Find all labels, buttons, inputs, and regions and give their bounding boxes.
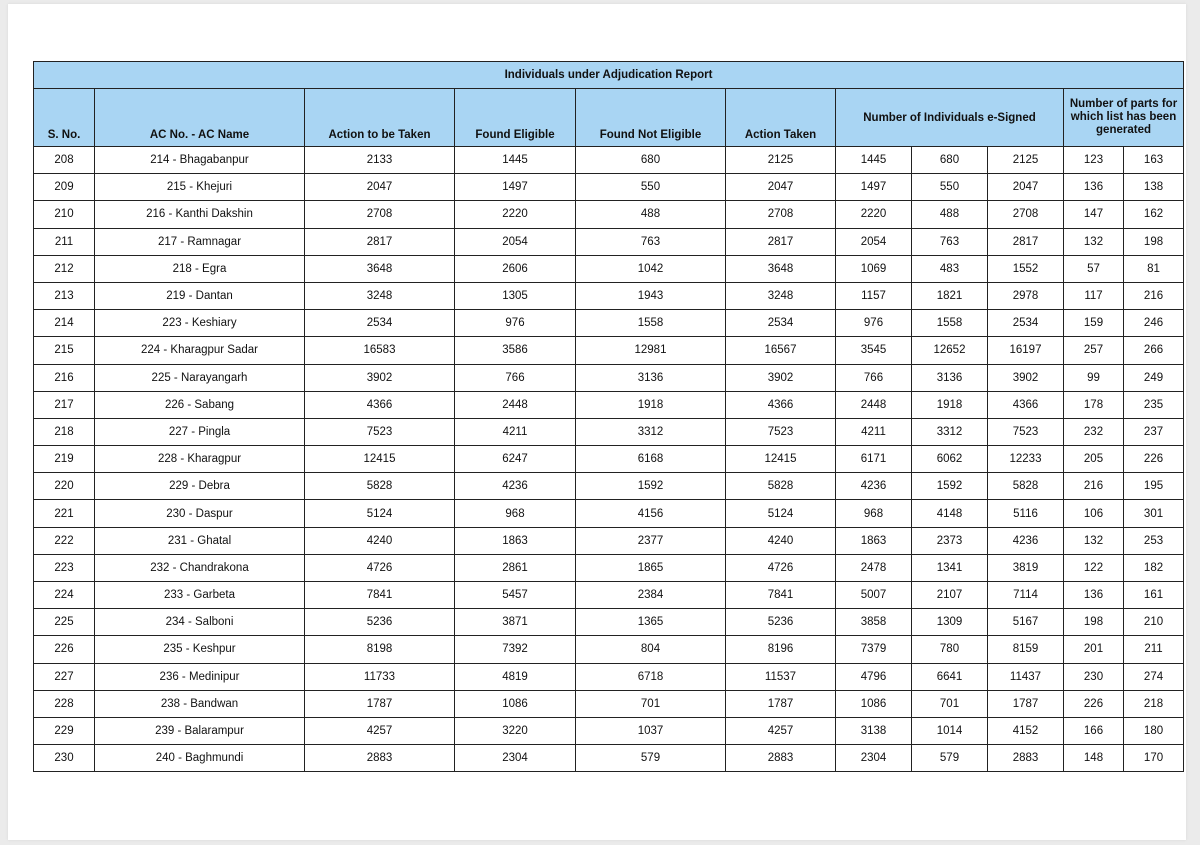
header-found-eligible: Found Eligible [455, 89, 576, 147]
action-to-be-taken-cell: 2047 [305, 174, 455, 201]
found-not-eligible-cell: 488 [576, 201, 726, 228]
found-not-eligible-cell: 804 [576, 636, 726, 663]
action-to-be-taken-cell: 2133 [305, 147, 455, 174]
ac-name-cell: 214 - Bhagabanpur [95, 147, 305, 174]
parts-count-b-cell: 274 [1124, 663, 1184, 690]
esigned-total-cell: 7114 [988, 582, 1064, 609]
parts-count-a-cell: 106 [1064, 500, 1124, 527]
table-row [34, 228, 1184, 255]
sno-cell: 209 [34, 174, 95, 201]
action-to-be-taken-cell: 2708 [305, 201, 455, 228]
parts-count-a-cell: 230 [1064, 663, 1124, 690]
parts-count-a-cell: 147 [1064, 201, 1124, 228]
found-eligible-cell: 3220 [455, 717, 576, 744]
ac-name-cell: 236 - Medinipur [95, 663, 305, 690]
table-row [34, 337, 1184, 364]
sno-cell: 222 [34, 527, 95, 554]
parts-count-b-cell: 138 [1124, 174, 1184, 201]
action-to-be-taken-cell: 2534 [305, 310, 455, 337]
parts-count-b-cell: 249 [1124, 364, 1184, 391]
parts-count-b-cell: 253 [1124, 527, 1184, 554]
table-row [34, 255, 1184, 282]
sno-cell: 225 [34, 609, 95, 636]
esigned-total-cell: 2047 [988, 174, 1064, 201]
action-taken-cell: 3902 [726, 364, 836, 391]
parts-count-a-cell: 117 [1064, 282, 1124, 309]
header-sno: S. No. [34, 89, 95, 147]
document-page [8, 4, 1186, 840]
found-eligible-cell: 3871 [455, 609, 576, 636]
action-to-be-taken-cell: 2883 [305, 745, 455, 772]
action-to-be-taken-cell: 7841 [305, 582, 455, 609]
action-taken-cell: 4257 [726, 717, 836, 744]
esigned-not-eligible-cell: 579 [912, 745, 988, 772]
sno-cell: 226 [34, 636, 95, 663]
parts-count-b-cell: 81 [1124, 255, 1184, 282]
parts-count-a-cell: 148 [1064, 745, 1124, 772]
esigned-total-cell: 2708 [988, 201, 1064, 228]
sno-cell: 219 [34, 446, 95, 473]
parts-count-a-cell: 198 [1064, 609, 1124, 636]
action-to-be-taken-cell: 4257 [305, 717, 455, 744]
esigned-total-cell: 2978 [988, 282, 1064, 309]
esigned-not-eligible-cell: 3136 [912, 364, 988, 391]
parts-count-b-cell: 218 [1124, 690, 1184, 717]
found-not-eligible-cell: 1943 [576, 282, 726, 309]
found-not-eligible-cell: 3312 [576, 418, 726, 445]
found-eligible-cell: 4819 [455, 663, 576, 690]
parts-count-b-cell: 210 [1124, 609, 1184, 636]
esigned-eligible-cell: 7379 [836, 636, 912, 663]
esigned-eligible-cell: 5007 [836, 582, 912, 609]
esigned-eligible-cell: 4796 [836, 663, 912, 690]
esigned-not-eligible-cell: 4148 [912, 500, 988, 527]
parts-count-b-cell: 301 [1124, 500, 1184, 527]
table-row [34, 554, 1184, 581]
found-eligible-cell: 766 [455, 364, 576, 391]
action-taken-cell: 2534 [726, 310, 836, 337]
esigned-eligible-cell: 2478 [836, 554, 912, 581]
esigned-eligible-cell: 3858 [836, 609, 912, 636]
found-eligible-cell: 6247 [455, 446, 576, 473]
header-action-to-be-taken: Action to be Taken [305, 89, 455, 147]
action-taken-cell: 1787 [726, 690, 836, 717]
parts-count-b-cell: 198 [1124, 228, 1184, 255]
esigned-not-eligible-cell: 1918 [912, 391, 988, 418]
parts-count-a-cell: 257 [1064, 337, 1124, 364]
esigned-total-cell: 5828 [988, 473, 1064, 500]
esigned-total-cell: 2883 [988, 745, 1064, 772]
esigned-eligible-cell: 976 [836, 310, 912, 337]
esigned-total-cell: 2125 [988, 147, 1064, 174]
sno-cell: 210 [34, 201, 95, 228]
esigned-not-eligible-cell: 2373 [912, 527, 988, 554]
header-parts-generated: Number of parts for which list has been generated [1064, 89, 1184, 147]
action-to-be-taken-cell: 5236 [305, 609, 455, 636]
header-ac-name: AC No. - AC Name [95, 89, 305, 147]
found-not-eligible-cell: 1365 [576, 609, 726, 636]
found-not-eligible-cell: 1592 [576, 473, 726, 500]
ac-name-cell: 216 - Kanthi Dakshin [95, 201, 305, 228]
header-action-taken: Action Taken [726, 89, 836, 147]
esigned-total-cell: 2817 [988, 228, 1064, 255]
ac-name-cell: 229 - Debra [95, 473, 305, 500]
action-to-be-taken-cell: 8198 [305, 636, 455, 663]
esigned-eligible-cell: 766 [836, 364, 912, 391]
parts-count-a-cell: 166 [1064, 717, 1124, 744]
action-taken-cell: 2883 [726, 745, 836, 772]
sno-cell: 220 [34, 473, 95, 500]
esigned-total-cell: 11437 [988, 663, 1064, 690]
esigned-total-cell: 4236 [988, 527, 1064, 554]
parts-count-b-cell: 235 [1124, 391, 1184, 418]
sno-cell: 224 [34, 582, 95, 609]
found-eligible-cell: 7392 [455, 636, 576, 663]
parts-count-a-cell: 122 [1064, 554, 1124, 581]
table-row [34, 147, 1184, 174]
parts-count-a-cell: 99 [1064, 364, 1124, 391]
found-eligible-cell: 1445 [455, 147, 576, 174]
ac-name-cell: 230 - Daspur [95, 500, 305, 527]
esigned-not-eligible-cell: 1309 [912, 609, 988, 636]
esigned-total-cell: 7523 [988, 418, 1064, 445]
action-taken-cell: 11537 [726, 663, 836, 690]
esigned-not-eligible-cell: 1821 [912, 282, 988, 309]
esigned-eligible-cell: 6171 [836, 446, 912, 473]
parts-count-b-cell: 180 [1124, 717, 1184, 744]
table-row [34, 690, 1184, 717]
parts-count-b-cell: 246 [1124, 310, 1184, 337]
found-not-eligible-cell: 4156 [576, 500, 726, 527]
esigned-eligible-cell: 2220 [836, 201, 912, 228]
found-not-eligible-cell: 1042 [576, 255, 726, 282]
action-to-be-taken-cell: 7523 [305, 418, 455, 445]
ac-name-cell: 219 - Dantan [95, 282, 305, 309]
action-to-be-taken-cell: 3648 [305, 255, 455, 282]
found-not-eligible-cell: 1037 [576, 717, 726, 744]
esigned-total-cell: 12233 [988, 446, 1064, 473]
ac-name-cell: 232 - Chandrakona [95, 554, 305, 581]
sno-cell: 213 [34, 282, 95, 309]
ac-name-cell: 240 - Baghmundi [95, 745, 305, 772]
report-body [34, 147, 1184, 772]
table-row [34, 527, 1184, 554]
ac-name-cell: 233 - Garbeta [95, 582, 305, 609]
found-eligible-cell: 2220 [455, 201, 576, 228]
ac-name-cell: 215 - Khejuri [95, 174, 305, 201]
table-row [34, 282, 1184, 309]
parts-count-a-cell: 226 [1064, 690, 1124, 717]
parts-count-b-cell: 161 [1124, 582, 1184, 609]
esigned-not-eligible-cell: 2107 [912, 582, 988, 609]
esigned-eligible-cell: 4211 [836, 418, 912, 445]
sno-cell: 221 [34, 500, 95, 527]
found-not-eligible-cell: 550 [576, 174, 726, 201]
esigned-not-eligible-cell: 12652 [912, 337, 988, 364]
found-not-eligible-cell: 579 [576, 745, 726, 772]
table-row [34, 201, 1184, 228]
parts-count-b-cell: 266 [1124, 337, 1184, 364]
action-taken-cell: 8196 [726, 636, 836, 663]
action-to-be-taken-cell: 3248 [305, 282, 455, 309]
esigned-eligible-cell: 2304 [836, 745, 912, 772]
found-not-eligible-cell: 3136 [576, 364, 726, 391]
sno-cell: 218 [34, 418, 95, 445]
table-row [34, 609, 1184, 636]
esigned-eligible-cell: 3138 [836, 717, 912, 744]
action-to-be-taken-cell: 3902 [305, 364, 455, 391]
esigned-eligible-cell: 1445 [836, 147, 912, 174]
esigned-total-cell: 1552 [988, 255, 1064, 282]
table-row [34, 174, 1184, 201]
ac-name-cell: 227 - Pingla [95, 418, 305, 445]
esigned-total-cell: 3819 [988, 554, 1064, 581]
found-not-eligible-cell: 1918 [576, 391, 726, 418]
report-title-row [34, 62, 1184, 89]
found-eligible-cell: 1305 [455, 282, 576, 309]
table-row [34, 717, 1184, 744]
esigned-not-eligible-cell: 3312 [912, 418, 988, 445]
sno-cell: 215 [34, 337, 95, 364]
esigned-not-eligible-cell: 1558 [912, 310, 988, 337]
found-eligible-cell: 5457 [455, 582, 576, 609]
sno-cell: 228 [34, 690, 95, 717]
esigned-eligible-cell: 968 [836, 500, 912, 527]
esigned-not-eligible-cell: 763 [912, 228, 988, 255]
table-row [34, 745, 1184, 772]
esigned-not-eligible-cell: 701 [912, 690, 988, 717]
parts-count-a-cell: 132 [1064, 228, 1124, 255]
found-not-eligible-cell: 1558 [576, 310, 726, 337]
ac-name-cell: 217 - Ramnagar [95, 228, 305, 255]
action-to-be-taken-cell: 4240 [305, 527, 455, 554]
action-to-be-taken-cell: 5828 [305, 473, 455, 500]
action-to-be-taken-cell: 1787 [305, 690, 455, 717]
table-row [34, 446, 1184, 473]
esigned-not-eligible-cell: 680 [912, 147, 988, 174]
action-taken-cell: 3648 [726, 255, 836, 282]
action-taken-cell: 4240 [726, 527, 836, 554]
action-taken-cell: 12415 [726, 446, 836, 473]
esigned-total-cell: 4152 [988, 717, 1064, 744]
action-to-be-taken-cell: 11733 [305, 663, 455, 690]
esigned-eligible-cell: 2448 [836, 391, 912, 418]
esigned-total-cell: 5116 [988, 500, 1064, 527]
parts-count-a-cell: 205 [1064, 446, 1124, 473]
sno-cell: 217 [34, 391, 95, 418]
action-taken-cell: 5124 [726, 500, 836, 527]
action-taken-cell: 4366 [726, 391, 836, 418]
ac-name-cell: 234 - Salboni [95, 609, 305, 636]
esigned-eligible-cell: 1863 [836, 527, 912, 554]
esigned-eligible-cell: 4236 [836, 473, 912, 500]
esigned-not-eligible-cell: 550 [912, 174, 988, 201]
parts-count-b-cell: 162 [1124, 201, 1184, 228]
table-row [34, 364, 1184, 391]
esigned-total-cell: 2534 [988, 310, 1064, 337]
ac-name-cell: 238 - Bandwan [95, 690, 305, 717]
parts-count-a-cell: 201 [1064, 636, 1124, 663]
action-to-be-taken-cell: 4726 [305, 554, 455, 581]
sno-cell: 223 [34, 554, 95, 581]
adjudication-report-table [33, 61, 1184, 772]
parts-count-a-cell: 178 [1064, 391, 1124, 418]
sno-cell: 212 [34, 255, 95, 282]
parts-count-a-cell: 132 [1064, 527, 1124, 554]
action-taken-cell: 2125 [726, 147, 836, 174]
action-taken-cell: 7523 [726, 418, 836, 445]
parts-count-a-cell: 123 [1064, 147, 1124, 174]
action-taken-cell: 7841 [726, 582, 836, 609]
found-eligible-cell: 968 [455, 500, 576, 527]
esigned-total-cell: 5167 [988, 609, 1064, 636]
column-header-row [34, 89, 1184, 147]
parts-count-b-cell: 211 [1124, 636, 1184, 663]
parts-count-a-cell: 159 [1064, 310, 1124, 337]
sno-cell: 211 [34, 228, 95, 255]
table-row [34, 663, 1184, 690]
esigned-eligible-cell: 1069 [836, 255, 912, 282]
found-not-eligible-cell: 6168 [576, 446, 726, 473]
action-to-be-taken-cell: 16583 [305, 337, 455, 364]
esigned-eligible-cell: 2054 [836, 228, 912, 255]
esigned-not-eligible-cell: 488 [912, 201, 988, 228]
found-eligible-cell: 1863 [455, 527, 576, 554]
table-row [34, 391, 1184, 418]
esigned-total-cell: 4366 [988, 391, 1064, 418]
parts-count-a-cell: 136 [1064, 174, 1124, 201]
found-not-eligible-cell: 2377 [576, 527, 726, 554]
parts-count-b-cell: 216 [1124, 282, 1184, 309]
esigned-total-cell: 1787 [988, 690, 1064, 717]
sno-cell: 230 [34, 745, 95, 772]
parts-count-a-cell: 216 [1064, 473, 1124, 500]
esigned-not-eligible-cell: 6641 [912, 663, 988, 690]
found-eligible-cell: 2861 [455, 554, 576, 581]
parts-count-b-cell: 195 [1124, 473, 1184, 500]
esigned-not-eligible-cell: 780 [912, 636, 988, 663]
esigned-total-cell: 16197 [988, 337, 1064, 364]
esigned-eligible-cell: 1497 [836, 174, 912, 201]
esigned-eligible-cell: 1086 [836, 690, 912, 717]
esigned-not-eligible-cell: 1014 [912, 717, 988, 744]
sno-cell: 216 [34, 364, 95, 391]
esigned-eligible-cell: 1157 [836, 282, 912, 309]
esigned-eligible-cell: 3545 [836, 337, 912, 364]
found-eligible-cell: 2606 [455, 255, 576, 282]
found-not-eligible-cell: 12981 [576, 337, 726, 364]
action-taken-cell: 5236 [726, 609, 836, 636]
ac-name-cell: 225 - Narayangarh [95, 364, 305, 391]
ac-name-cell: 223 - Keshiary [95, 310, 305, 337]
found-eligible-cell: 2054 [455, 228, 576, 255]
found-eligible-cell: 2448 [455, 391, 576, 418]
ac-name-cell: 224 - Kharagpur Sadar [95, 337, 305, 364]
esigned-total-cell: 3902 [988, 364, 1064, 391]
action-to-be-taken-cell: 4366 [305, 391, 455, 418]
ac-name-cell: 239 - Balarampur [95, 717, 305, 744]
esigned-not-eligible-cell: 483 [912, 255, 988, 282]
action-taken-cell: 3248 [726, 282, 836, 309]
found-eligible-cell: 3586 [455, 337, 576, 364]
found-not-eligible-cell: 680 [576, 147, 726, 174]
sno-cell: 227 [34, 663, 95, 690]
parts-count-b-cell: 237 [1124, 418, 1184, 445]
sno-cell: 214 [34, 310, 95, 337]
found-eligible-cell: 1086 [455, 690, 576, 717]
table-row [34, 500, 1184, 527]
parts-count-b-cell: 163 [1124, 147, 1184, 174]
table-row [34, 473, 1184, 500]
report-title: Individuals under Adjudication Report [34, 62, 1184, 89]
table-row [34, 582, 1184, 609]
found-not-eligible-cell: 763 [576, 228, 726, 255]
found-eligible-cell: 4211 [455, 418, 576, 445]
ac-name-cell: 235 - Keshpur [95, 636, 305, 663]
action-to-be-taken-cell: 12415 [305, 446, 455, 473]
action-taken-cell: 2817 [726, 228, 836, 255]
action-to-be-taken-cell: 2817 [305, 228, 455, 255]
found-eligible-cell: 2304 [455, 745, 576, 772]
action-to-be-taken-cell: 5124 [305, 500, 455, 527]
found-not-eligible-cell: 2384 [576, 582, 726, 609]
found-not-eligible-cell: 701 [576, 690, 726, 717]
action-taken-cell: 5828 [726, 473, 836, 500]
header-esigned: Number of Individuals e-Signed [836, 89, 1064, 147]
ac-name-cell: 231 - Ghatal [95, 527, 305, 554]
ac-name-cell: 226 - Sabang [95, 391, 305, 418]
found-eligible-cell: 976 [455, 310, 576, 337]
parts-count-b-cell: 182 [1124, 554, 1184, 581]
header-found-not-eligible: Found Not Eligible [576, 89, 726, 147]
found-eligible-cell: 4236 [455, 473, 576, 500]
parts-count-a-cell: 232 [1064, 418, 1124, 445]
ac-name-cell: 228 - Kharagpur [95, 446, 305, 473]
action-taken-cell: 4726 [726, 554, 836, 581]
table-row [34, 636, 1184, 663]
esigned-not-eligible-cell: 1341 [912, 554, 988, 581]
parts-count-b-cell: 226 [1124, 446, 1184, 473]
table-row [34, 310, 1184, 337]
table-row [34, 418, 1184, 445]
sno-cell: 229 [34, 717, 95, 744]
esigned-total-cell: 8159 [988, 636, 1064, 663]
ac-name-cell: 218 - Egra [95, 255, 305, 282]
esigned-not-eligible-cell: 6062 [912, 446, 988, 473]
parts-count-a-cell: 136 [1064, 582, 1124, 609]
parts-count-a-cell: 57 [1064, 255, 1124, 282]
found-not-eligible-cell: 1865 [576, 554, 726, 581]
action-taken-cell: 2708 [726, 201, 836, 228]
found-not-eligible-cell: 6718 [576, 663, 726, 690]
sno-cell: 208 [34, 147, 95, 174]
action-taken-cell: 2047 [726, 174, 836, 201]
parts-count-b-cell: 170 [1124, 745, 1184, 772]
esigned-not-eligible-cell: 1592 [912, 473, 988, 500]
action-taken-cell: 16567 [726, 337, 836, 364]
found-eligible-cell: 1497 [455, 174, 576, 201]
